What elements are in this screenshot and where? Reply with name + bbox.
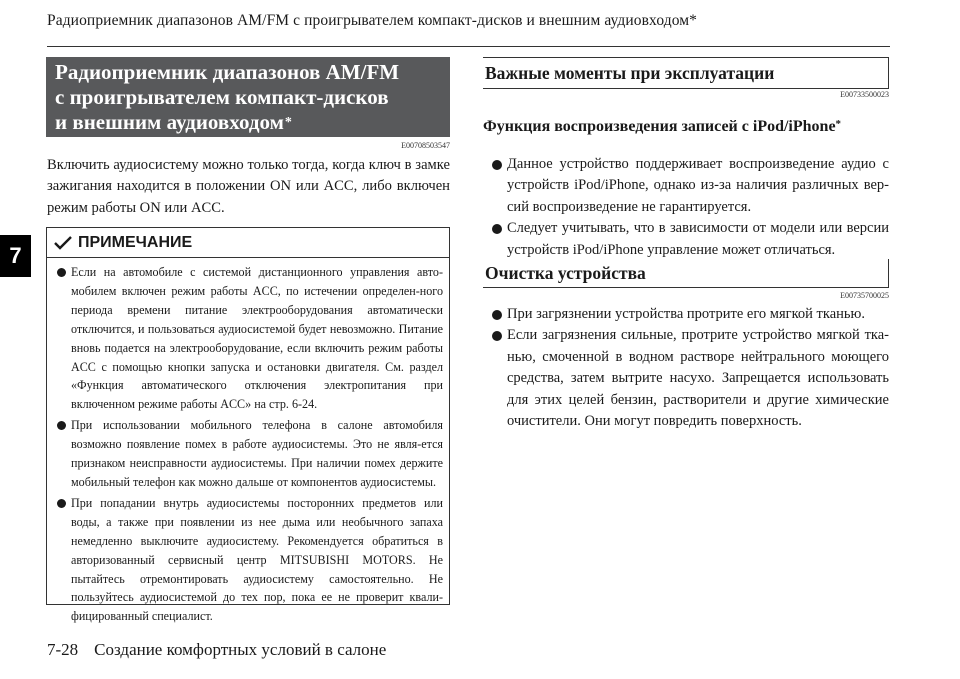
list-item-text: Данное устройство поддерживает воспроизведение аудио с устройств iPod/iPhone, однако из-за наличия различных вер-сий воспроизведение не гарантируется. [507, 156, 889, 215]
section-title-line-3 [55, 110, 442, 135]
bullet-icon [57, 499, 66, 508]
note-item [55, 263, 443, 414]
section-title [46, 57, 450, 137]
checkmark-icon [54, 235, 72, 251]
note-heading [54, 233, 192, 253]
section-title-asterisk: * [284, 115, 292, 130]
bullet-icon [492, 224, 502, 234]
note-item-text: При попадании внутрь аудиосистемы посторонних предметов или воды, а также при появлении из нее дыма или необычного запаха немедленно выключите аудиосистему. Рекомендуется обратиться в авторизованный сервисный центр MITSUBISHI MOTORS. Не пытайтесь отремонтировать аудиосистему самостоятельно. Не пользуйтесь аудиосистемой до тех пор, пока ее не проверит квали-фицированный специалист. [71, 495, 443, 624]
section-code-important: E00733500023 [840, 90, 889, 99]
running-header: Радиоприемник диапазонов AM/FM с проигрывателем компакт-дисков и внешним аудиовходом* [47, 12, 698, 29]
list-item [490, 325, 889, 432]
bullet-icon [492, 160, 502, 170]
list-item-text: При загрязнении устройства протрите его мягкой тканью. [507, 306, 865, 322]
bullet-icon [492, 310, 502, 320]
list-item [490, 154, 889, 218]
list-item [490, 218, 889, 261]
subsection-asterisk: * [835, 118, 842, 130]
footer [47, 640, 386, 660]
bullet-icon [492, 331, 502, 341]
note-box [46, 227, 450, 624]
chapter-title: Создание комфортных условий в салоне [94, 640, 387, 659]
cleaning-list [490, 304, 889, 432]
section-title-line-2: с проигрывателем компакт-дисков [55, 85, 389, 109]
note-list [55, 263, 443, 628]
section-title-line-1: Радиоприемник диапазонов AM/FM [55, 60, 400, 84]
section-heading-cleaning: Очистка устройства [483, 259, 889, 288]
bullet-icon [57, 421, 66, 430]
chapter-tab: 7 [0, 235, 31, 277]
list-item-text: Если загрязнения сильные, протрите устройство мягкой тка-нью, смоченной в водном растворе нейтрального моющего средства, затем вытрите насухо. Запрещается использовать для этих целей бензин, растворители и другие химические очистители. Они могут повредить поверхность. [507, 327, 889, 430]
page-number: 7-28 [47, 640, 79, 659]
note-divider [47, 257, 449, 258]
list-item-text: Следует учитывать, что в зависимости от модели или версии устройств iPod/iPhone управление может отличаться. [507, 220, 889, 258]
subsection-heading-ipod-text: Функция воспроизведения записей с iPod/iPhone [483, 118, 836, 135]
section-code-cleaning: E00735700025 [840, 291, 889, 300]
note-item [55, 494, 443, 626]
ipod-list [490, 154, 889, 261]
header-rule [47, 46, 890, 47]
subsection-heading-ipod [483, 118, 841, 136]
section-heading-important: Важные моменты при эксплуатации [483, 57, 889, 89]
note-heading-text: ПРИМЕЧАНИЕ [78, 234, 193, 251]
intro-paragraph: Включить аудиосистему можно только тогда, когда ключ в замке зажигания находится в положении ON или ACC, либо включен режим работы ON или ACC. [47, 157, 450, 216]
list-item [490, 304, 889, 325]
section-title-line-3-text: и внешним аудиовходом [55, 110, 284, 134]
bullet-icon [57, 268, 66, 277]
note-item-text: Если на автомобиле с системой дистанционного управления авто-мобилем включен режим работы ACC, по истечении определен-ного периода времени питание электрооборудования автоматически отключится, и пользоваться аудиосистемой будет невозможно. Питание вновь подается на электрооборудование, если включить режим работы ACC с помощью кнопки запуска и остановки двигателя. См. раздел «Функция автоматического отключения электропитания при включенном режиме работы ACC» на стр. 6-24. [71, 265, 443, 412]
section-code: E00708503547 [401, 141, 450, 150]
note-item-text: При использовании мобильного телефона в салоне автомобиля возможно появление помех в работе аудиосистемы. Это не явля-ется признаком неисправности аудиосистемы. При наличии помех держите мобильный телефон как можно дальше от компонентов аудиосистемы. [71, 418, 443, 489]
note-item [55, 416, 443, 492]
